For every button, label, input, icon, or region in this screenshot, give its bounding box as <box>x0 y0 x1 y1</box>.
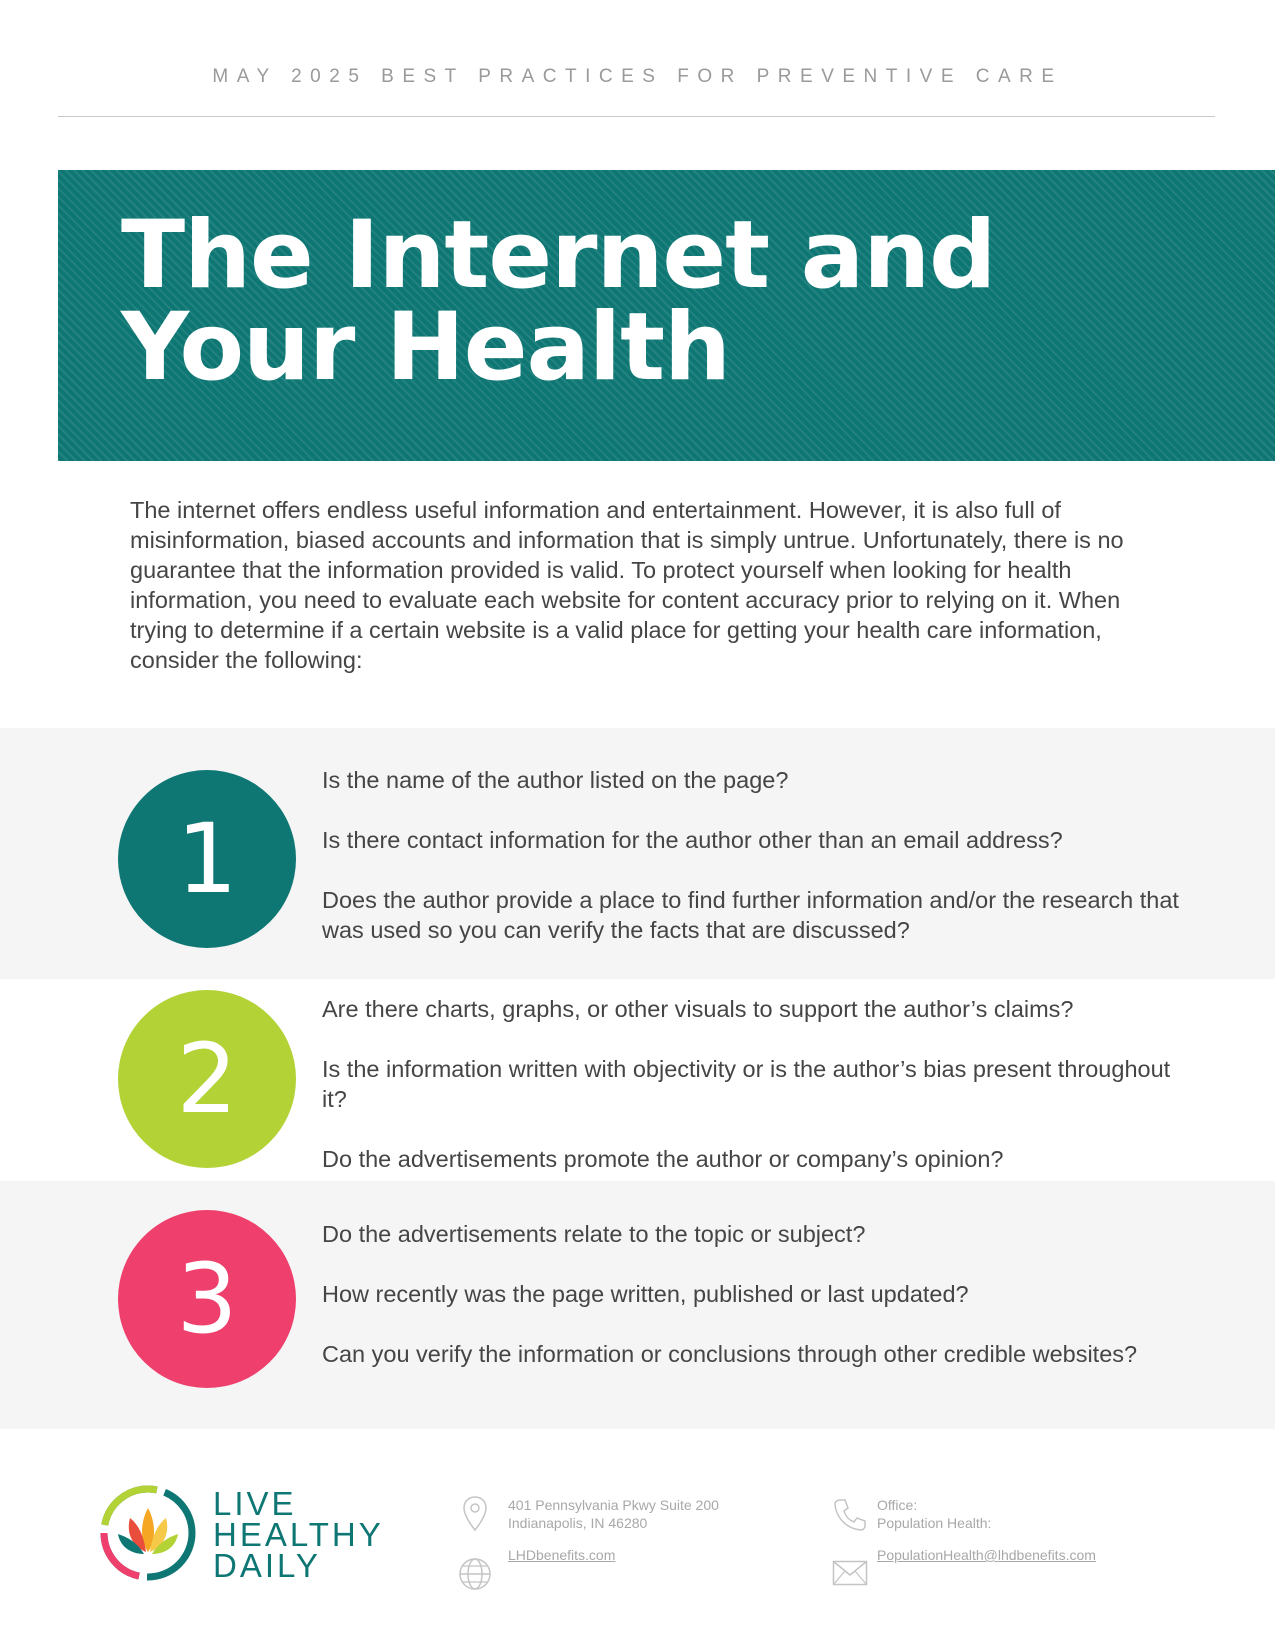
section-1-number-circle <box>118 770 296 948</box>
address-block <box>508 1496 719 1532</box>
website-link-wrap[interactable] <box>508 1546 615 1564</box>
section-3-question-3: Can you verify the information or conclusions through other credible websites? <box>322 1341 1138 1367</box>
section-3-number-circle <box>118 1210 296 1388</box>
page-kicker: MAY 2025 BEST PRACTICES FOR PREVENTIVE CARE <box>212 66 1063 87</box>
population-health-label: Population Health: <box>877 1515 992 1531</box>
section-2-question-2: Is the information written with objectivity or is the author’s bias present throughout it? <box>322 1056 1171 1112</box>
section-2-question-1: Are there charts, graphs, or other visuals to support the author’s claims? <box>322 996 1074 1022</box>
section-1-question-2: Is there contact information for the author other than an email address? <box>322 827 1063 853</box>
section-3-question-2: How recently was the page written, published or last updated? <box>322 1281 969 1307</box>
section-1-number: 1 <box>176 803 238 915</box>
phone-icon <box>832 1497 868 1533</box>
title-line-2: Your Health <box>121 293 730 402</box>
logo-line-healthy: HEALTHY <box>213 1516 384 1553</box>
website-link[interactable]: LHDbenefits.com <box>508 1547 616 1563</box>
envelope-icon <box>832 1560 868 1586</box>
logo-line-daily: DAILY <box>213 1547 321 1584</box>
section-2-number: 2 <box>176 1023 238 1135</box>
page-title <box>121 201 996 402</box>
email-link-wrap[interactable] <box>877 1546 1096 1564</box>
title-line-1: The Internet and <box>121 201 996 310</box>
email-link[interactable]: PopulationHealth@lhdbenefits.com <box>877 1547 1096 1563</box>
address-line-2: Indianapolis, IN 46280 <box>508 1515 648 1531</box>
logo-line-live: LIVE <box>213 1485 297 1522</box>
phone-block <box>877 1496 991 1532</box>
location-pin-icon <box>462 1495 488 1533</box>
title-banner <box>58 170 1275 461</box>
office-label: Office: <box>877 1497 918 1513</box>
logo-wordmark <box>213 1485 384 1584</box>
address-line-1: 401 Pennsylvania Pkwy Suite 200 <box>508 1497 719 1513</box>
section-3-number: 3 <box>176 1243 238 1355</box>
section-1-question-3: Does the author provide a place to find further information and/or the research that was used so you can verify the facts that are discussed? <box>322 887 1179 943</box>
globe-icon <box>458 1557 492 1591</box>
section-2-number-circle <box>118 990 296 1168</box>
section-3-question-1: Do the advertisements relate to the topic or subject? <box>322 1221 866 1247</box>
intro-paragraph: The internet offers endless useful information and entertainment. However, it is also full of misinformation, biased accounts and information that is simply untrue. Unfortunately, there is no guarantee that the information provided is valid. To protect yourself when looking for health information, you need to evaluate each website for content accuracy prior to relying on it. When trying to determine if a certain website is a valid place for getting your health care information, consider the following: <box>130 497 1124 673</box>
section-2-question-3: Do the advertisements promote the author or company’s opinion? <box>322 1146 1004 1172</box>
section-1-question-1: Is the name of the author listed on the page? <box>322 767 789 793</box>
header-divider <box>58 116 1215 117</box>
